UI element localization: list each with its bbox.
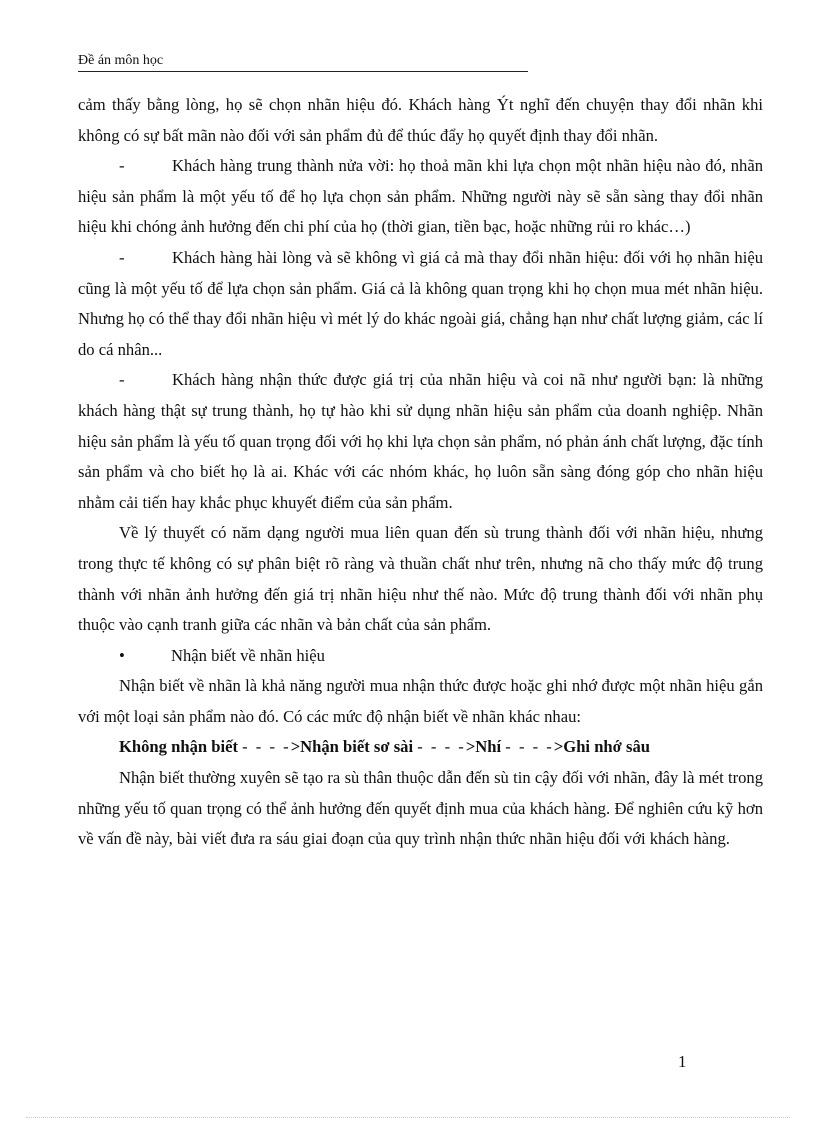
list-item-text: Khách hàng nhận thức được giá trị của nhãn hiệu và coi nã như người bạn: là những khách hàng thật sự trung thành, họ tự hào khi sử dụng nhãn hiệu sản phẩm của doanh nghiệp. Nhãn hiệu sản phẩm là yếu tố quan trọng đối với họ khi lựa chọn sản phẩm, nó phản ánh chất lượng, đặc tính sản phẩm và cho biết họ là ai. Khác với các nhóm khác, họ luôn sẵn sàng đóng góp cho nhãn hiệu nhằm cải tiến hay khắc phục khuyết điểm của sản phẩm. [78, 370, 763, 512]
arrow-head: > [553, 737, 564, 757]
arrow-dashes: - - - - [417, 737, 466, 757]
level-brief: Nhận biết sơ sài [300, 737, 414, 757]
page-number: 1 [678, 1052, 687, 1071]
list-item-text: Khách hàng trung thành nửa vời: họ thoả mãn khi lựa chọn một nhãn hiệu nào đó, nhãn hiệu sản phẩm là một yếu tố để họ lựa chọn sản phẩm. Những người này sẽ sẵn sàng thay đổi nhãn hiệu khi chóng ảnh hưởng đến chi phí của họ (thời gian, tiền bạc, hoặc những rủi ro khác…) [78, 156, 763, 237]
dash-marker: - [119, 247, 125, 267]
section-heading: Nhận biết về nhãn hiệu [171, 645, 325, 665]
level-none: Không nhận biết [119, 737, 238, 757]
arrow-head: > [465, 737, 476, 757]
paragraph: Nhận biết thường xuyên sẽ tạo ra sù thân thuộc dẫn đến sù tin cậy đối với nhãn, đây là mét trong những yếu tố quan trọng có thể ảnh hưởng đến quyết định mua của khách hàng. Để nghiên cứu kỹ hơn về vấn đề này, bài viết đưa ra sáu giai đoạn của quy trình nhận thức nhãn hiệu đối với khách hàng. [78, 768, 763, 849]
list-item [78, 365, 763, 518]
document-body [78, 90, 763, 855]
footer-divider [26, 1117, 790, 1118]
arrow-dashes: - - - - [242, 737, 291, 757]
list-item [78, 151, 763, 243]
dash-marker: - [119, 156, 125, 176]
level-deep: Ghi nhớ sâu [563, 737, 650, 757]
arrow-head: > [290, 737, 301, 757]
paragraph-continuation: cảm thấy bằng lòng, họ sẽ chọn nhãn hiệu đó. Khách hàng Ýt nghĩ đến chuyện thay đổi nhãn khi không có sự bất mãn nào đối với sản phẩm đủ để thúc đẩy họ quyết định thay đổi nhãn. [78, 95, 763, 145]
page-header [78, 52, 528, 72]
dash-marker: - [119, 370, 125, 390]
list-item [78, 243, 763, 365]
level-recall: Nhí [475, 737, 502, 757]
list-item-text: Khách hàng hài lòng và sẽ không vì giá cả mà thay đổi nhãn hiệu: đối với họ nhãn hiệu cũng là một yếu tố để lựa chọn sản phẩm. Giá cả là không quan trọng khi họ chọn mua mét nhãn hiệu. Nhưng họ có thể thay đổi nhãn hiệu vì mét lý do khác ngoài giá, chẳng hạn như chất lượng giảm, các lí do cá nhân... [78, 247, 763, 359]
header-title: Đề án môn học [78, 53, 164, 68]
paragraph: Nhận biết về nhãn là khả năng người mua nhận thức được hoặc ghi nhớ được một nhãn hiệu gắn với một loại sản phẩm nào đó. Có các mức độ nhận biết về nhãn khác nhau: [78, 676, 763, 726]
bullet-item [78, 641, 763, 672]
arrow-dashes: - - - - [505, 737, 554, 757]
bullet-icon: • [119, 645, 125, 665]
awareness-levels [78, 732, 763, 763]
paragraph: Về lý thuyết có năm dạng người mua liên quan đến sù trung thành đối với nhãn hiệu, nhưng trong thực tế không có sự phân biệt rõ ràng và thuần chất như trên, nhưng nã cho thấy mức độ trung thành với nhãn ảnh hưởng đến giá trị nhãn hiệu như thế nào. Mức độ trung thành đối với nhãn phụ thuộc vào cạnh tranh giữa các nhãn và bản chất của sản phẩm. [78, 523, 763, 635]
